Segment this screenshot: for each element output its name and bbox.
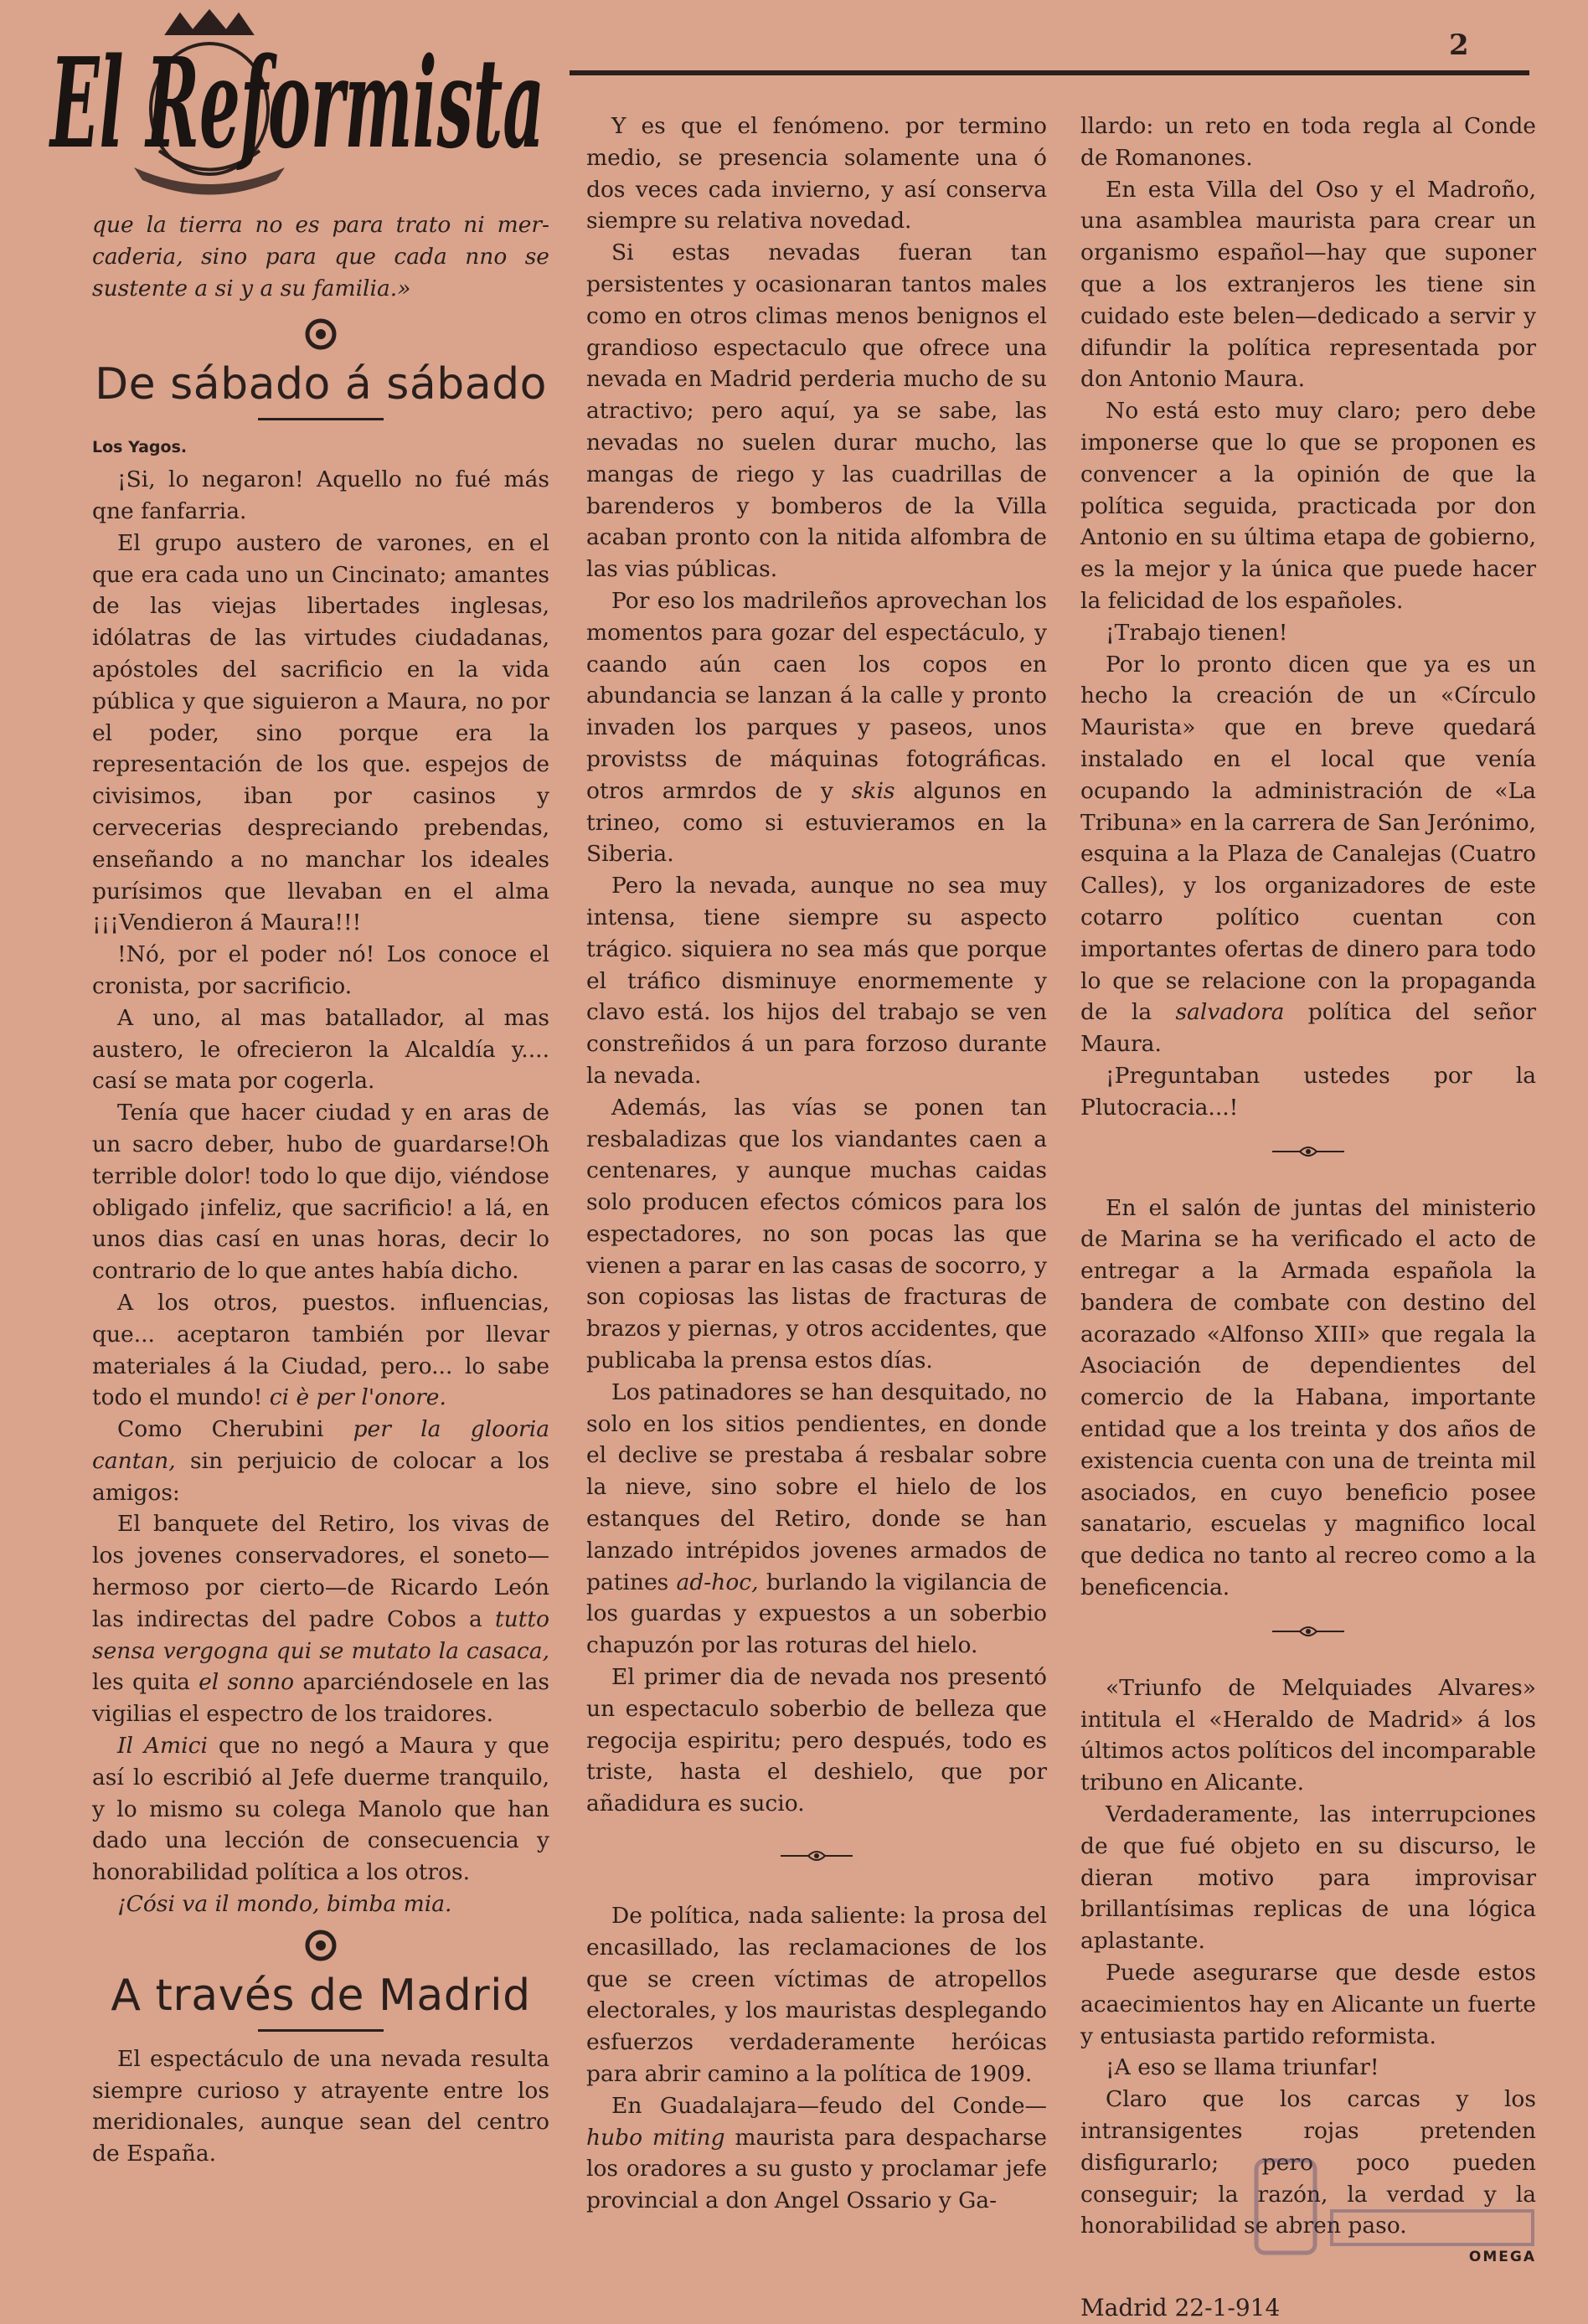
coat-of-arms-icon <box>42 8 553 201</box>
page-number: 2 <box>1449 28 1469 62</box>
section-title-sabado: De sábado á sábado <box>95 359 547 410</box>
paragraph: Tenía que hacer ciudad y en aras de un sacro deber, hubo de guardarse!Oh terrible dolor! todo lo que dijo, viéndose obligado ¡infeliz, que sacrificio! a lá, en unos dias casí en unas horas, decir lo contrario de lo que antes había dicho. <box>92 1100 549 1285</box>
paragraph: El espectáculo de una nevada resulta siempre curioso y atrayente entre los meridionales, aunque sean del centro de España. <box>92 2045 549 2167</box>
masthead-logo <box>42 8 553 201</box>
vine-ornament-icon <box>1080 1617 1536 1651</box>
paragraph: El banquete del Retiro, los vivas de los jovenes conservadores, el soneto—hermoso por cierto—de Ricardo León las indirectas del padre Cobos a tutto sensa vergogna qui se mutato la casaca, les quita el sonno aparciéndosele en las vigilias el espectro de los traidores. <box>92 1511 549 1728</box>
target-ornament-icon <box>92 1929 549 1969</box>
paragraph: En el salón de juntas del ministerio de Marina se ha verificado el acto de entregar a la Armada española la bandera de combate con destino del acorazado «Alfonso XIII» que regala la Asociación de dependientes del comercio de la Habana, importante entidad que a los treinta y dos años de existencia cuenta con una de treinta mil asociados, en cuyo beneficio posee sanatario, escuelas y magnifico local que dedica no tanto al recreo como a la beneficencia. <box>1080 1194 1536 1601</box>
signature: OMEGA <box>1468 2249 1536 2266</box>
paragraph: Por eso los madrileños aprovechan los momentos para gozar del espectáculo, y caando aún caen los copos en abundancia se lanzan á la calle y pronto invaden los parques y paseos, unos provistss de máquinas fotográficas. otros armrdos de y skis algunos en trineo, como si estuvieramos en la Siberia. <box>586 587 1047 868</box>
paragraph: Los patinadores se han desquitado, no solo en los sitios pendientes, en donde el declive se prestaba á resbalar sobre la nieve, sino sobre el hielo de los estanques del Retiro, donde se han lanzado intrépidos jovenes armados de patines ad-hoc, burlando la vigilancia de los guardas y expuestos a un soberbio chapuzón por las roturas del hielo. <box>586 1378 1047 1659</box>
section-divider <box>258 2029 384 2032</box>
vine-ornament-icon <box>1080 1137 1536 1171</box>
vine-ornament-icon <box>586 1842 1047 1875</box>
paragraph: ¡Cósi va il mondo, bimba mia. <box>117 1891 452 1918</box>
paragraph: Claro que los carcas y los intransigentes rojas pretenden disfigurarlo; pero poco pueden conseguir; la razón, la verdad y la honorabilidad se abren paso. <box>1080 2086 1536 2239</box>
byline: Los Yagos. <box>92 438 188 457</box>
paragraph: Puede asegurarse que desde estos acaecimientos hay en Alicante un fuerte y entusiasta partido reformista. <box>1080 1960 1536 2049</box>
paragraph: Si estas nevadas fueran tan persistentes y ocasionaran tantos males como en otros climas menos benignos el grandioso espectaculo que ofrece una nevada en Madrid perderia mucho de su atractivo; pero aquí, ya se sabe, las nevadas no suelen durar mucho, las mangas de riego y las cuadrillas de barenderos y bomberos de la Villa acaban pronto con la nitida alfombra de las vias públicas. <box>586 240 1047 583</box>
paragraph: A los otros, puestos. influencias, que... aceptaron también por llevar materiales á la Ciudad, pero... lo sabe todo el mundo! ci è per l'onore. <box>92 1289 549 1411</box>
library-stamp-icon <box>1248 2152 1541 2261</box>
paragraph: Pero la nevada, aunque no sea muy intensa, tiene siempre su aspecto trágico. siquiera no sea más que porque el tráfico disminuye enormemente y clavo está. los hijos del trabajo se ven constreñidos á un para forzoso durante la nevada. <box>586 873 1047 1089</box>
column-3 <box>1080 111 1536 2324</box>
paragraph: Como Cherubini per la glooria cantan, sin perjuicio de colocar a los amigos: <box>92 1416 549 1506</box>
paragraph: El grupo austero de varones, en el que era cada uno un Cincinato; amantes de las viejas libertades inglesas, idólatras de las virtudes ciudadanas, apóstoles del sacrificio en la vida pública y que siguieron a Maura, no por el poder, sino porque era la representación de los que. espejos de civisimos, iban por casinos y cervecerias despreciando prebendas, enseñando a no manchar los ideales purísimos que llevaban en el alma ¡¡¡Vendieron á Maura!!! <box>92 529 549 936</box>
paragraph: En Guadalajara—feudo del Conde— hubo miting maurista para despacharse los oradores a su gusto y proclamar jefe provincial a don Angel Ossario y Ga- <box>586 2092 1047 2214</box>
paragraph: En esta Villa del Oso y el Madroño, una asamblea maurista para crear un organismo español—hay que suponer que a los extranjeros les tiene sin cuidado este belen—dedicado a servir y difundir la política representada por don Antonio Maura. <box>1080 176 1536 393</box>
paragraph: Il Amici que no negó a Maura y que así lo escribió al Jefe duerme tranquilo, y lo mismo su colega Manolo que han dado una lección de consecuencia y honorabilidad política a los otros. <box>92 1733 549 1886</box>
paragraph: Y es que el fenómeno. por termino medio, se presencia solamente una ó dos veces cada invierno, y así conserva siempre su relativa novedad. <box>586 113 1047 234</box>
paragraph: ¡A eso se llama triunfar! <box>1106 2054 1379 2081</box>
svg-text:El Reformista: El Reformista <box>48 30 545 176</box>
header-rule <box>570 70 1529 75</box>
paragraph: Verdaderamente, las interrupciones de que fué objeto en su discurso, le dieran motivo para improvisar brillantísimas replicas de una lógica aplastante. <box>1080 1801 1536 1955</box>
column-1 <box>92 209 549 2170</box>
paragraph: llardo: un reto en toda regla al Conde de Romanones. <box>1080 113 1536 171</box>
paragraph: ¡Si, lo negaron! Aquello no fué más qne fanfarria. <box>92 466 549 524</box>
paragraph: No está esto muy claro; pero debe imponerse que lo que se proponen es convencer a la opinión de que la política seguida, practicada por don Antonio en su última etapa de gobierno, es la mejor y la única que puede hacer la felicidad de los españoles. <box>1080 398 1536 614</box>
target-ornament-icon <box>92 317 549 358</box>
section-title-madrid: A través de Madrid <box>111 1970 531 2021</box>
paragraph: Además, las vías se ponen tan resbaladizas que los viandantes caen a centenares, y aunque muchas caidas solo producen efectos cómicos para los espectadores, no son pocas las que vienen a parar en las casas de socorro, y son copiosas las listas de fracturas de brazos y piernas, y otros accidentes, que publicaba la prensa estos días. <box>586 1094 1047 1374</box>
paragraph: De política, nada saliente: la prosa del encasillado, las reclamaciones de los que se creen víctimas de atropellos electorales, y los mauristas desplegando esfuerzos verdaderamente heróicas para abrir camino a la política de 1909. <box>586 1903 1047 2088</box>
paragraph: ¡Preguntaban ustedes por la Plutocracia...! <box>1080 1062 1536 1121</box>
intro-quote: que la tierra no es para trato ni mer-caderia, sino para que cada nno se sustente a si y a su familia.» <box>92 212 549 301</box>
column-2 <box>586 111 1047 2217</box>
paragraph: «Triunfo de Melquiades Alvares» intitula el «Heraldo de Madrid» á los últimos actos políticos del incomparable tribuno en Alicante. <box>1080 1674 1536 1796</box>
paragraph: Por lo pronto dicen que ya es un hecho la creación de un «Círculo Maurista» que en breve quedará instalado en el local que venía ocupando la administración de «La Tribuna» en la carrera de San Jerónimo, esquina a la Plaza de Canalejas (Cuatro Calles), y los organizadores de este cotarro político cuentan con importantes ofertas de dinero para todo lo que se relacione con la propaganda de la salvadora política del señor Maura. <box>1080 651 1536 1058</box>
article-date: Madrid 22-1-914 <box>1080 2294 1281 2321</box>
paragraph: !Nó, por el poder nó! Los conoce el cronista, por sacrificio. <box>92 941 549 999</box>
section-divider <box>258 418 384 420</box>
paragraph: ¡Trabajo tienen! <box>1106 619 1288 646</box>
paragraph: El primer dia de nevada nos presentó un espectaculo soberbio de belleza que regocija espiritu; pero después, todo es triste, hasta el deshielo, que por añadidura es sucio. <box>586 1664 1047 1817</box>
paragraph: A uno, al mas batallador, al mas austero, le ofrecieron la Alcaldía y.... casí se mata por cogerla. <box>92 1004 549 1095</box>
